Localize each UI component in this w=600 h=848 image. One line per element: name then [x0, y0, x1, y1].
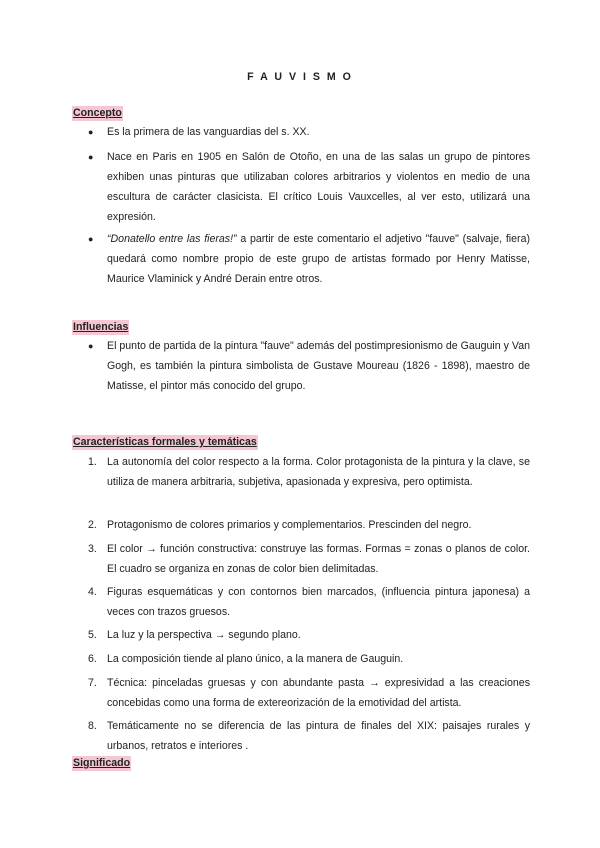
list-item [72, 673, 530, 713]
list-item [72, 625, 530, 645]
list-item [72, 515, 530, 535]
section-heading-caracteristicas: Características formales y temáticas [73, 436, 257, 448]
list-item-text: Nace en Paris en 1905 en Salón de Otoño, en una de las salas un grupo de pintores exhiben unas pinturas que utilizaban colores arbitrarios y violentos en medio de una escultura de carácter clasicista. El crítico Louis Vauxcelles, al ver esto, utilizará una expresión. [107, 151, 530, 223]
quote-continuation: a partir de este comentario el adjetivo "fauve" (salvaje, fiera) quedará como nombre propio de este grupo de artistas formado por Henry Matisse, Maurice Vlaminick y André Derain entre otros. [107, 233, 530, 285]
bullet-icon: ● [88, 341, 94, 351]
list-item-text: Figuras esquemáticas y con contornos bien marcados, (influencia pintura japonesa) a veces con trazos gruesos. [107, 586, 530, 618]
list-number: 4. [88, 586, 97, 598]
section-heading-concepto: Concepto [73, 107, 122, 119]
bullet-icon: ● [88, 152, 94, 162]
list-number: 6. [88, 653, 97, 665]
list-item [72, 539, 530, 579]
list-item-text [107, 229, 530, 289]
list-item [72, 452, 530, 492]
list-item [72, 582, 530, 622]
quote-text: “Donatello entre las fieras!” [107, 233, 237, 245]
bullet-icon: ● [88, 127, 94, 137]
list-item-text: El color → función constructiva: construye las formas. Formas = zonas o planos de color. El cuadro se organiza en zonas de color bien delimitadas. [107, 543, 530, 575]
list-item-text: El punto de partida de la pintura "fauve" además del postimpresionismo de Gauguin y Van Gogh, es también la pintura simbolista de Gustave Moureau (1826 - 1898), maestro de Matisse, el pintor más conocido del grupo. [107, 340, 530, 392]
list-item-text: La autonomía del color respecto a la forma. Color protagonista de la pintura y la clave, se utiliza de manera arbitraria, subjetiva, apasionada y expresiva, pero optimista. [107, 456, 530, 488]
list-item-text: Protagonismo de colores primarios y complementarios. Prescinden del negro. [107, 519, 472, 531]
list-number: 7. [88, 677, 97, 689]
list-number: 1. [88, 456, 97, 468]
document-title: F A U V I S M O [247, 71, 353, 83]
list-number: 5. [88, 629, 97, 641]
list-item-text: Temáticamente no se diferencia de las pintura de finales del XIX: paisajes rurales y urbanos, retratos e interiores . [107, 720, 530, 752]
bullet-icon: ● [88, 234, 94, 244]
list-number: 8. [88, 720, 97, 732]
list-item [72, 229, 530, 289]
list-item-text: La composición tiende al plano único, a la manera de Gauguin. [107, 653, 404, 665]
list-item [72, 649, 530, 669]
list-item-text: Es la primera de las vanguardias del s. XX. [107, 126, 310, 138]
list-item [72, 147, 530, 227]
section-heading-influencias: Influencias [73, 321, 129, 333]
list-item [72, 122, 530, 142]
list-item [72, 336, 530, 396]
list-number: 2. [88, 519, 97, 531]
list-number: 3. [88, 543, 97, 555]
section-heading-significado: Significado [73, 757, 131, 769]
list-item-text: La luz y la perspectiva → segundo plano. [107, 629, 301, 641]
list-item [72, 716, 530, 756]
list-item-text: Técnica: pinceladas gruesas y con abundante pasta → expresividad a las creaciones concebidas como una forma de extereorización de la emotividad del artista. [107, 677, 530, 709]
